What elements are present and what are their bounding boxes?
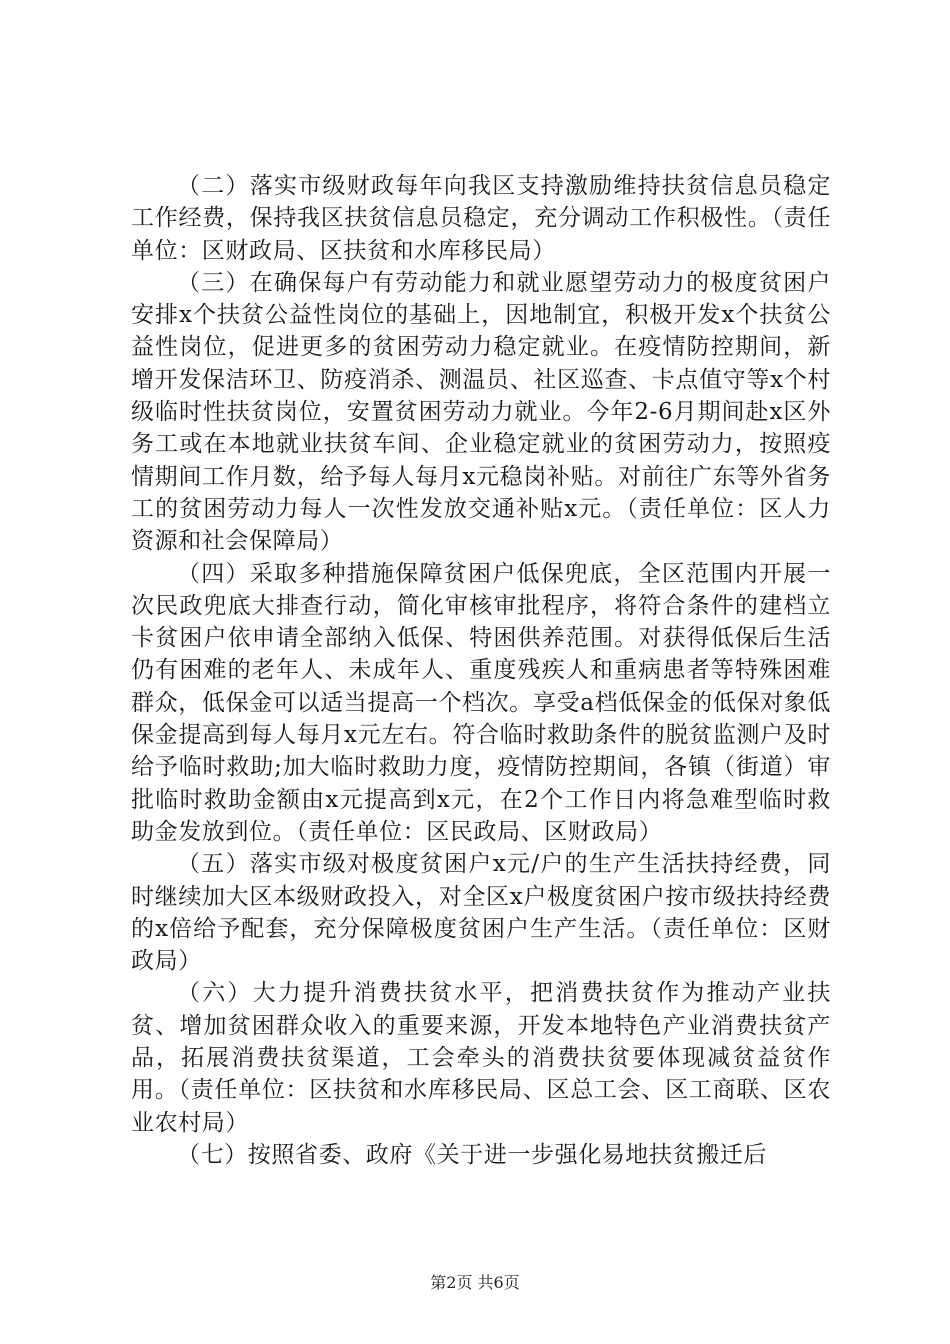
- paragraph-item-3: （三）在确保每户有劳动能力和就业愿望劳动力的极度贫困户安排x个扶贫公益性岗位的基础上，因地制宜，积极开发x个扶贫公益性岗位，促进更多的贫困劳动力稳定就业。在疫情防控期间，新增开发保洁环卫、防疫消杀、测温员、社区巡查、卡点值守等x个村级临时性扶贫岗位，安置贫困劳动力就业。今年2-6月期间赴x区外务工或在本地就业扶贫车间、企业稳定就业的贫困劳动力，按照疫情期间工作月数，给予每人每月x元稳岗补贴。对前往广东等外省务工的贫困劳动力每人一次性发放交通补贴x元。（责任单位：区人力资源和社会保障局）: [131, 269, 831, 555]
- paragraph-item-2: （二）落实市级财政每年向我区支持激励维持扶贫信息员稳定工作经费，保持我区扶贫信息员稳定，充分调动工作积极性。（责任单位：区财政局、区扶贫和水库移民局）: [131, 173, 831, 264]
- document-body: [131, 170, 831, 1171]
- paragraph-item-5: （五）落实市级对极度贫困户x元/户的生产生活扶持经费，同时继续加大区本级财政投入，对全区x户极度贫困户按市级扶持经费的x倍给予配套，充分保障极度贫困户生产生活。（责任单位：区财政局）: [131, 851, 831, 975]
- paragraph-item-7: （七）按照省委、政府《关于进一步强化易地扶贫搬迁后: [177, 1141, 767, 1168]
- page-number-footer: 第2页 共6页: [430, 1273, 520, 1292]
- paragraph-item-4: （四）采取多种措施保障贫困户低保兜底，全区范围内开展一次民政兜底大排查行动，简化审核审批程序，将符合条件的建档立卡贫困户依申请全部纳入低保、特困供养范围。对获得低保后生活仍有困难的老年人、未成年人、重度残疾人和重病患者等特殊困难群众，低保金可以适当提高一个档次。享受a档低保金的低保对象低保金提高到每人每月x元左右。符合临时救助条件的脱贫监测户及时给予临时救助;加大临时救助力度，疫情防控期间，各镇（街道）审批临时救助金额由x元提高到x元，在2个工作日内将急难型临时救助金发放到位。（责任单位：区民政局、区财政局）: [131, 560, 831, 845]
- paragraph-item-6: （六）大力提升消费扶贫水平，把消费扶贫作为推动产业扶贫、增加贫困群众收入的重要来源，开发本地特色产业消费扶贫产品，拓展消费扶贫渠道，工会牵头的消费扶贫要体现减贫益贫作用。（责任单位：区扶贫和水库移民局、区总工会、区工商联、区农业农村局）: [131, 980, 831, 1136]
